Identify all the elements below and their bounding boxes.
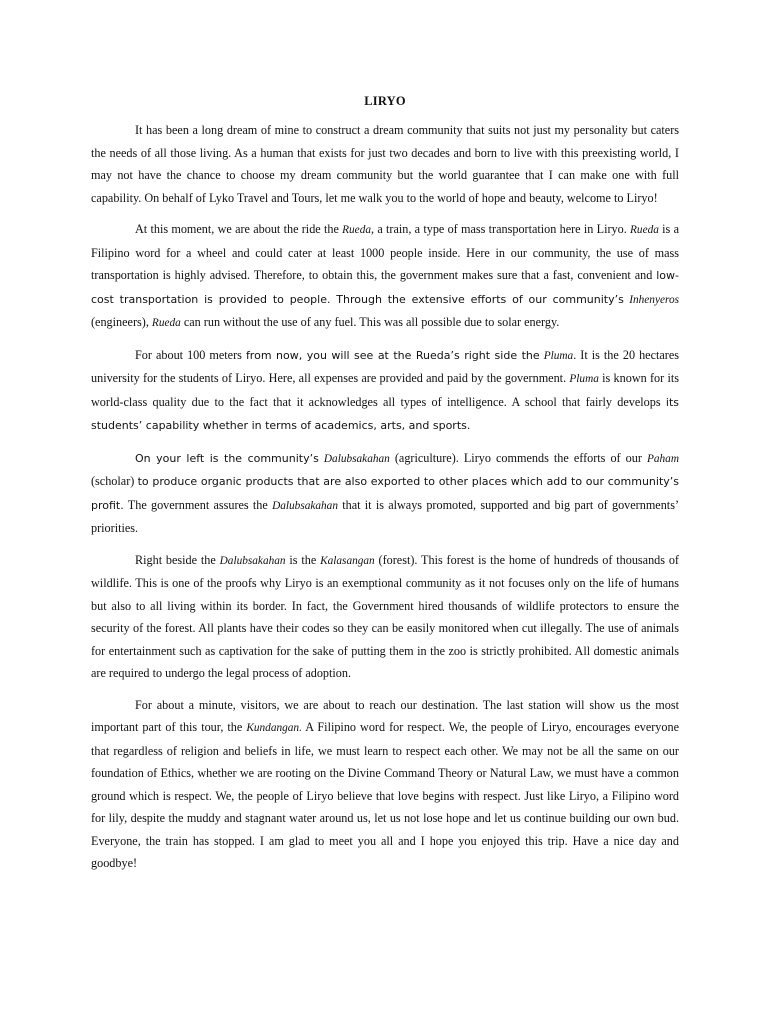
text-run: (forest). This forest is the home of hundreds of thousands of wildlife. This is one of the proofs why Liryo is an exemptional community as it not focuses only on the life of humans but also to all living within its border. In fact, the Government hired thousands of wildlife protectors to ensure the security of the forest. All plants have their codes so they can be easily monitored when cut illegally. The use of animals for entertainment such as captivation for the sake of putting them in the zoo is strictly prohibited. All domestic animals are required to undergo the legal process of adoption. (91, 552, 679, 680)
text-run: On your left is the community’s (135, 451, 319, 465)
text-run: is the (285, 552, 321, 567)
paragraph-6 (91, 694, 679, 875)
text-run: For about a minute, visitors, we are about to reach our destination. The last station will show us the most important part of this tour, the (91, 697, 679, 734)
italic-term: Dalubsakahan (272, 499, 338, 512)
text-run: A Filipino word for respect. We, the people of Liryo, encourages everyone that regardless of religion and beliefs in life, we must learn to respect each other. We may not be all the same on our foundation of Ethics, whether we are rooting on the Divine Command Theory or Natural Law, we must have a common ground which is respect. We, the people of Liryo believe that love begins with respect. Just like Liryo, a Filipino word for lily, despite the muddy and stagnant water around us, let us not lose hope and let us continue building our own bud. Everyone, the train has stopped. I am glad to meet you all and I hope you enjoyed this trip. Have a nice day and goodbye! (91, 720, 679, 870)
italic-term: Rueda (342, 224, 371, 236)
paragraph-1 (91, 119, 679, 209)
text-run: The government assures the (123, 497, 273, 512)
paragraph-3 (91, 344, 679, 438)
document-title: LIRYO (364, 94, 406, 108)
italic-term: Dalubsakahan (219, 554, 286, 567)
text-run: It has been a long dream of mine to construct a dream community that suits not just my personality but caters the needs of all those living. As a human that exists for just two decades and born to live with this preexisting world, I may not have the chance to choose my dream community but the world guarantee that I can make one with full capability. On behalf of Lyko Travel and Tours, let me walk you to the world of hope and beauty, welcome to Liryo! (91, 123, 679, 205)
text-run: that it is always promoted, supported and big part of governments’ priorities. (91, 497, 679, 535)
text-run: (agriculture). Liryo commends the efforts of our (389, 450, 647, 465)
italic-term: Rueda (151, 317, 181, 329)
text-run: At this moment, we are about the ride the (135, 222, 343, 236)
text-run: from now, you will see at the Rueda’s right side the (245, 348, 540, 362)
text-run: can run without the use of any fuel. This was all possible due to solar energy. (180, 315, 560, 329)
italic-term: Pluma (569, 373, 599, 385)
italic-term: Kalasangan (320, 554, 375, 567)
paragraph-2 (91, 218, 679, 335)
italic-term: Pluma (543, 349, 574, 362)
text-run: (scholar) (91, 474, 138, 488)
text-run: is known for its world-class quality due to the fact that it acknowledges all types of intelligence. A school that fairly develops (91, 371, 679, 409)
italic-term: Dalubsakahan (323, 452, 390, 465)
text-run: to produce organic products that are also exported to other places which add to our community’s profit. (91, 475, 679, 512)
italic-term: Kundangan. (246, 722, 302, 734)
text-run: For about 100 meters (135, 347, 246, 362)
italic-term: Inhenyeros (629, 293, 679, 306)
paragraph-5 (91, 549, 679, 685)
text-run: (engineers), (91, 315, 152, 329)
italic-term: Rueda (630, 224, 659, 236)
document-body (91, 119, 679, 875)
text-run: is a Filipino word for a wheel and could cater at least 1000 people inside. Here in our community, the use of mass transportation is highly advised. Therefore, to obtain this, the government makes sure that a fast, convenient and (91, 222, 679, 282)
paragraph-4 (91, 447, 679, 540)
text-run: Right beside the (135, 552, 220, 567)
text-run: . It is the 20 hectares university for the students of Liryo. Here, all expenses are provided and paid by the government. (91, 347, 679, 385)
text-run: low-cost transportation is provided to people. Through the extensive efforts of our community’s (91, 269, 679, 306)
italic-term: Paham (646, 452, 679, 465)
text-run: its students’ capability whether in terms of academics, arts, and sports. (91, 395, 679, 432)
text-run: , a train, a type of mass transportation here in Liryo. (371, 222, 631, 236)
